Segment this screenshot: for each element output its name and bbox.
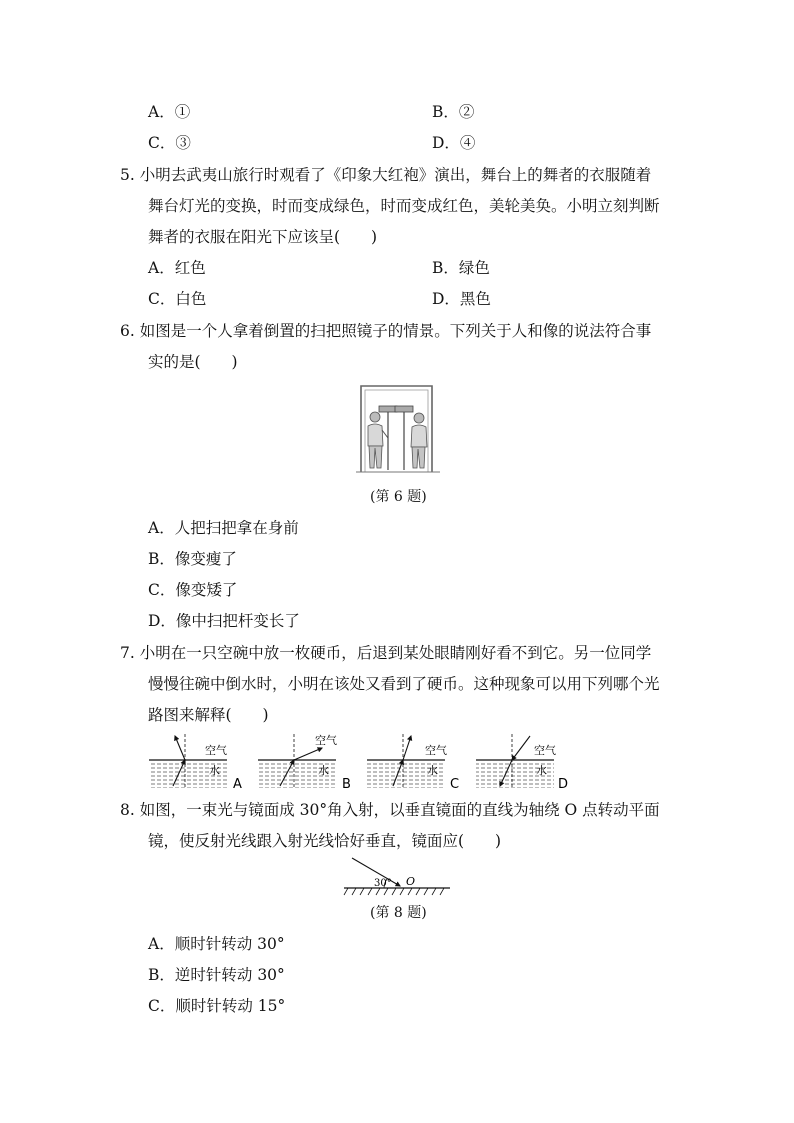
q8-stem-line-2: 镜，使反射光线跟入射光线恰好垂直，镜面应( ) (148, 832, 502, 850)
q5-stem-line-2: 舞台灯光的变换，时而变成绿色，时而变成红色，美轮美奂。小明立刻判断 (148, 197, 660, 215)
q8-option-c: C．顺时针转动 15° (148, 997, 286, 1015)
q5-stem-line-1: 5. 小明去武夷山旅行时观看了《印象大红袍》演出，舞台上的舞者的衣服随着 (120, 166, 652, 184)
q6-option-d: D．像中扫把杆变长了 (148, 612, 300, 630)
mirror-angle-figure (340, 854, 454, 898)
mirror-figure (356, 382, 440, 474)
diagram-b-letter: B (342, 777, 351, 792)
figure-6-caption: (第 6 题) (370, 489, 427, 505)
diagram-c-letter: C (450, 777, 460, 792)
diagram-c-water-label: 水 (427, 764, 438, 777)
diagram-a-air-label: 空气 (205, 744, 227, 757)
q8-option-a: A．顺时针转动 30° (148, 935, 285, 953)
q5-option-d: D．黑色 (432, 290, 491, 308)
angle-label: 30° (374, 878, 392, 889)
q5-option-b: B．绿色 (432, 259, 490, 277)
diagram-d-letter: D (558, 777, 569, 792)
diagram-a-water-label: 水 (209, 764, 220, 777)
point-o-label: O (406, 875, 416, 888)
q7-stem-line-1: 7. 小明在一只空碗中放一枚硬币，后退到某处眼睛刚好看不到它。另一位同学 (120, 644, 652, 662)
diagram-b-water-label: 水 (318, 764, 329, 777)
diagram-a-letter: A (233, 777, 242, 792)
diagram-d-air-label: 空气 (534, 744, 556, 757)
q7-stem-line-2: 慢慢往碗中倒水时，小明在该处又看到了硬币。这种现象可以用下列哪个光 (148, 675, 660, 693)
q8-stem-line-1: 8. 如图，一束光与镜面成 30°角入射，以垂直镜面的直线为轴绕 O 点转动平面 (120, 801, 660, 819)
q5-stem-line-3: 舞者的衣服在阳光下应该呈( ) (148, 228, 378, 246)
q6-stem-line-2: 实的是( ) (148, 353, 238, 371)
diagram-b-air-label: 空气 (315, 734, 337, 747)
q7-stem-line-3: 路图来解释( ) (148, 706, 269, 724)
q4-option-d: D．④ (432, 134, 476, 152)
diagram-d-water-label: 水 (536, 764, 547, 777)
q6-option-a: A．人把扫把拿在身前 (148, 519, 299, 537)
diagram-a (149, 734, 242, 792)
person-figure (368, 412, 388, 468)
figure-8-caption: (第 8 题) (370, 905, 427, 921)
q8-option-b: B．逆时针转动 30° (148, 966, 285, 984)
diagram-d (476, 734, 568, 792)
mirror-image-figure (395, 406, 427, 470)
q5-option-c: C．白色 (148, 290, 207, 308)
q5-option-a: A．红色 (148, 259, 206, 277)
q6-stem-line-1: 6. 如图是一个人拿着倒置的扫把照镜子的情景。下列关于人和像的说法符合事 (120, 322, 652, 340)
q4-option-a: A．① (148, 103, 191, 121)
diagram-c-air-label: 空气 (425, 744, 447, 757)
diagram-b (258, 733, 351, 792)
refraction-diagrams (145, 730, 575, 792)
q6-option-c: C．像变矮了 (148, 581, 238, 599)
q4-option-b: B．② (432, 103, 475, 121)
diagram-c (367, 734, 459, 792)
q6-option-b: B．像变瘦了 (148, 550, 237, 568)
q4-option-c: C．③ (148, 134, 191, 152)
